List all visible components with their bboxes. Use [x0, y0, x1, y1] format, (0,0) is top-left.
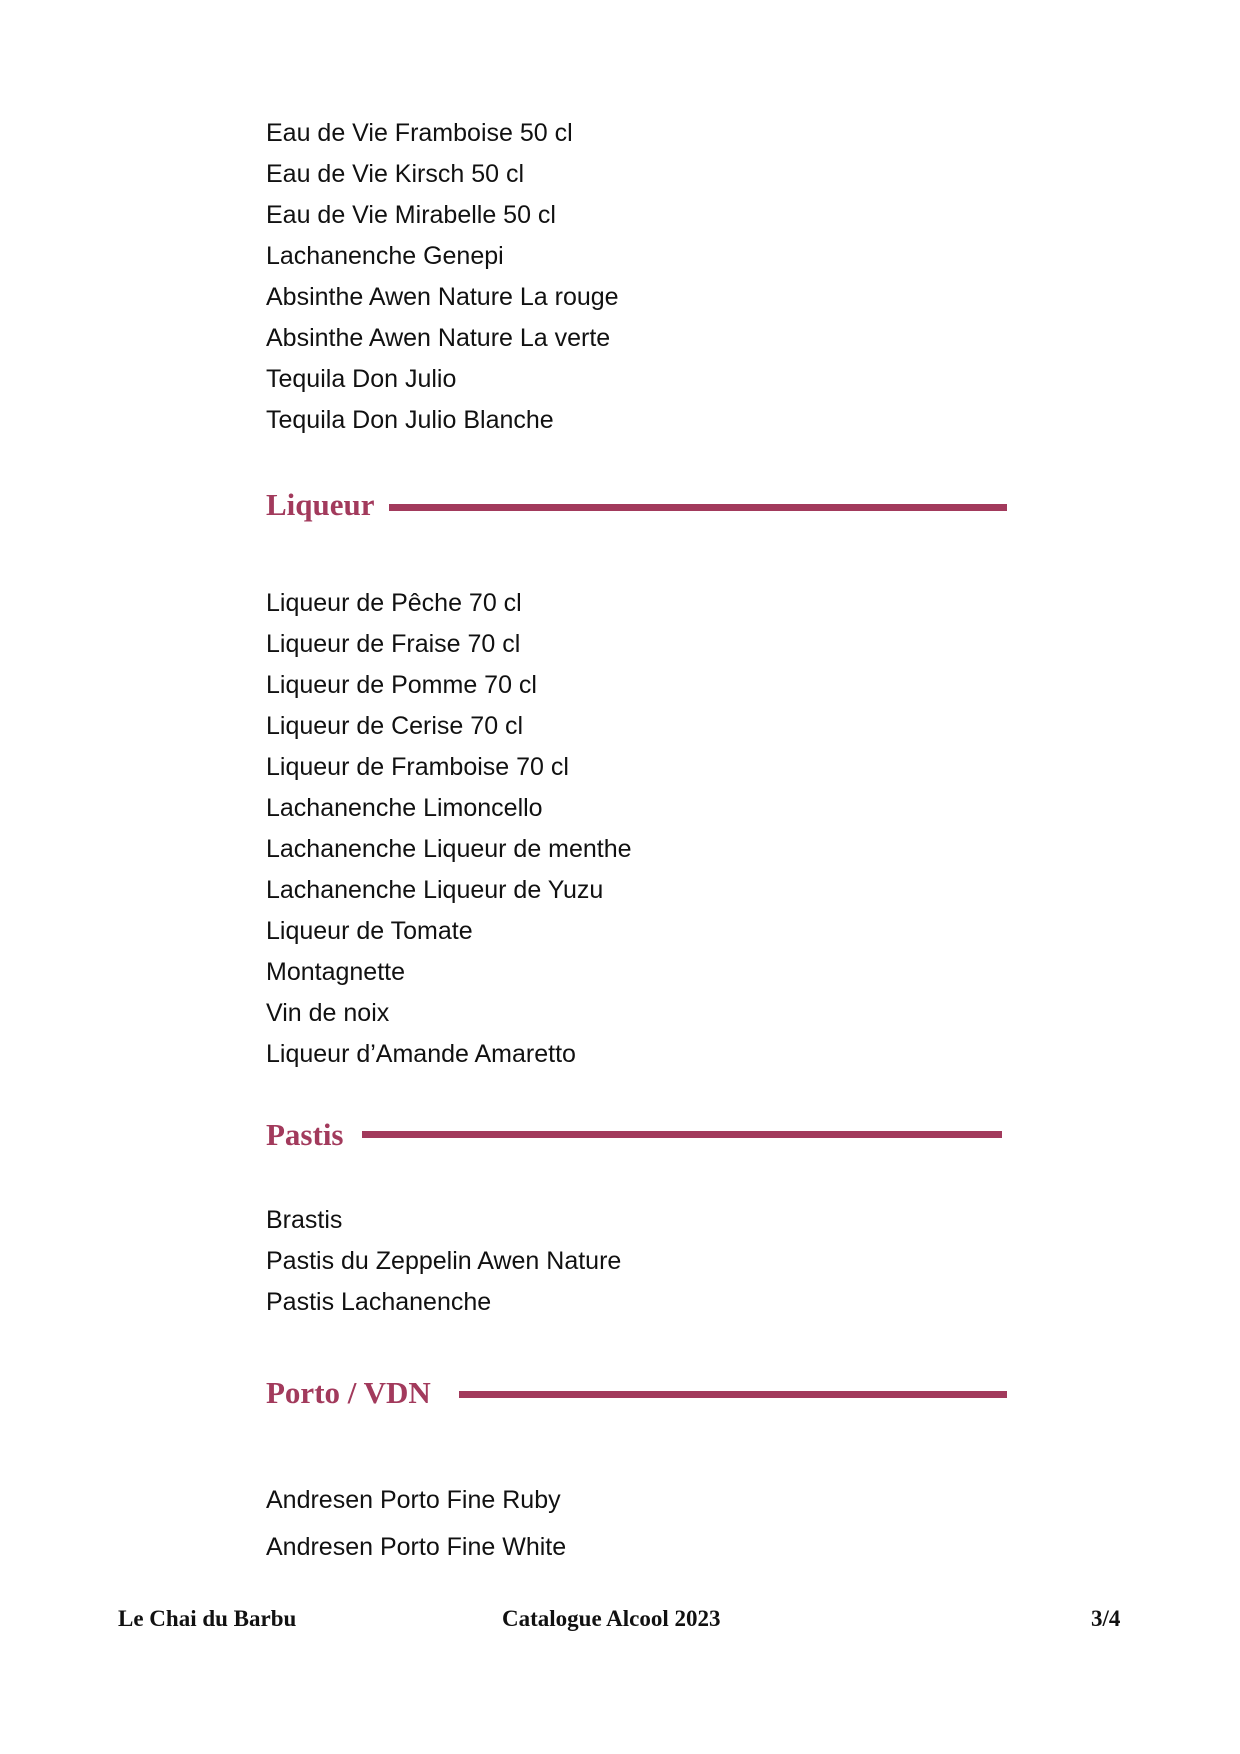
list-item: Eau de Vie Kirsch 50 cl — [266, 160, 525, 188]
list-item: Liqueur de Pêche 70 cl — [266, 589, 522, 617]
list-item: Lachanenche Liqueur de Yuzu — [266, 876, 604, 904]
section-divider — [459, 1391, 1007, 1398]
list-item: Liqueur de Tomate — [266, 917, 473, 945]
list-item: Liqueur de Cerise 70 cl — [266, 712, 524, 740]
list-item: Absinthe Awen Nature La rouge — [266, 283, 619, 311]
list-item: Eau de Vie Mirabelle 50 cl — [266, 201, 556, 229]
section-divider — [389, 504, 1007, 511]
footer-catalogue-title: Catalogue Alcool 2023 — [502, 1606, 721, 1631]
intro-product-list — [266, 113, 619, 441]
section-title: Liqueur — [266, 487, 375, 522]
list-item: Eau de Vie Framboise 50 cl — [266, 119, 573, 147]
section-title: Porto / VDN — [266, 1375, 431, 1410]
list-item: Lachanenche Limoncello — [266, 794, 543, 822]
list-item: Liqueur de Fraise 70 cl — [266, 630, 521, 658]
list-item: Lachanenche Liqueur de menthe — [266, 835, 632, 863]
list-item: Pastis Lachanenche — [266, 1288, 492, 1316]
list-item: Absinthe Awen Nature La verte — [266, 324, 611, 352]
liqueur-product-list — [266, 583, 632, 1075]
list-item: Brastis — [266, 1206, 343, 1234]
section-heading-porto — [266, 1375, 1007, 1411]
list-item: Andresen Porto Fine White — [266, 1533, 567, 1561]
list-item: Andresen Porto Fine Ruby — [266, 1486, 561, 1514]
list-item: Lachanenche Genepi — [266, 242, 504, 270]
page-footer — [0, 1606, 1240, 1642]
list-item: Liqueur de Framboise 70 cl — [266, 753, 569, 781]
porto-product-list — [266, 1477, 566, 1571]
pastis-product-list — [266, 1200, 621, 1323]
section-heading-liqueur — [266, 487, 1007, 523]
list-item: Tequila Don Julio Blanche — [266, 406, 554, 434]
list-item: Montagnette — [266, 958, 405, 986]
list-item: Liqueur d’Amande Amaretto — [266, 1040, 576, 1068]
footer-page-number: 3/4 — [1091, 1606, 1121, 1631]
list-item: Tequila Don Julio — [266, 365, 457, 393]
section-title: Pastis — [266, 1117, 344, 1152]
list-item: Pastis du Zeppelin Awen Nature — [266, 1247, 622, 1275]
section-divider — [362, 1131, 1002, 1138]
list-item: Liqueur de Pomme 70 cl — [266, 671, 537, 699]
section-heading-pastis — [266, 1117, 1002, 1153]
footer-shop-name: Le Chai du Barbu — [118, 1606, 297, 1631]
list-item: Vin de noix — [266, 999, 390, 1027]
